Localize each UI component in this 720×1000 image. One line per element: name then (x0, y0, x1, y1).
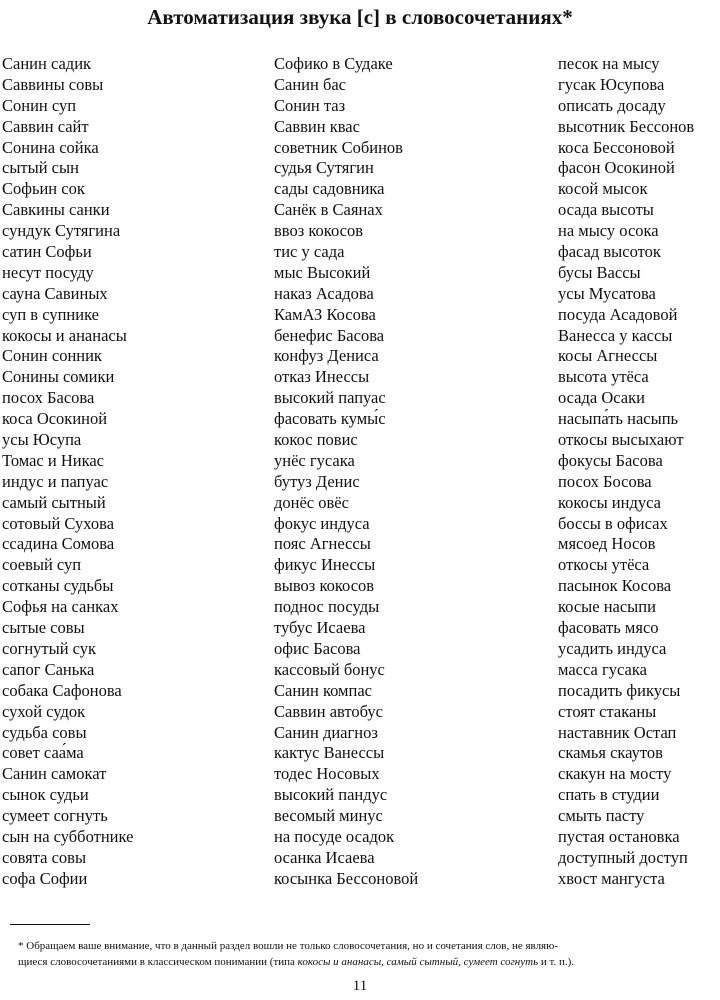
footnote-separator: , (381, 956, 387, 968)
word-combination: косы Агнессы (558, 346, 658, 366)
word-combination: пустая остановка (558, 826, 680, 846)
word-combination: Софьин сок (2, 179, 85, 199)
word-column-3 (558, 54, 694, 890)
word-combination: на посуде осадок (274, 826, 395, 846)
word-combination: осада Осаки (558, 388, 645, 408)
word-combination: осанка Исаева (274, 847, 375, 867)
page-title: Автоматизация звука [с] в словосочетаниях* (147, 5, 573, 29)
word-combination: скакун на мосту (558, 764, 672, 784)
word-combination: суп в супнике (2, 304, 100, 324)
word-combination: пояс Агнессы (274, 534, 371, 554)
word-combination: спать в студии (558, 785, 660, 805)
footnote-example-1: кокосы и ананасы (297, 956, 382, 968)
word-combination: ввоз кокосов (274, 221, 363, 241)
word-combination: бутуз Денис (274, 471, 360, 491)
word-combination: сотовый Сухова (2, 513, 115, 533)
word-combination: усы Юсупа (2, 430, 82, 450)
word-combination: Санин диагноз (274, 722, 378, 742)
footnote-separator: , (458, 956, 464, 968)
word-combination: Сонин сонник (2, 346, 102, 366)
word-combination: бенефис Басова (274, 325, 385, 345)
word-combination: хвост мангуста (558, 868, 665, 888)
word-combination: самый сытный (2, 492, 106, 512)
word-combination: фасовать кумы́с (274, 409, 386, 429)
word-combination: Санёк в Саянах (274, 200, 383, 220)
word-combination: ссадина Сомова (2, 534, 115, 554)
word-combination: пасынок Косова (558, 576, 672, 596)
word-combination: отказ Инессы (274, 367, 370, 387)
word-combination: сатин Софьи (2, 242, 92, 262)
word-combination: описать досаду (558, 95, 666, 115)
footnote-example-2: самый сытный (386, 956, 459, 968)
word-combination: наказ Асадова (274, 283, 374, 303)
word-combination: кассовый бонус (274, 659, 385, 679)
word-combination: фикус Инессы (274, 555, 376, 575)
word-combination: Ванесса у кассы (558, 325, 673, 345)
word-combination: сын на субботнике (2, 826, 134, 846)
word-combination: доступный доступ (558, 847, 688, 867)
word-combination: Сонина сойка (2, 137, 99, 157)
word-combination: сынок судьи (2, 785, 89, 805)
word-combination: Санин садик (2, 54, 92, 73)
word-combination: индус и папуас (2, 471, 109, 491)
word-combination: КамАЗ Косова (274, 304, 376, 324)
word-combination: Сонин суп (2, 95, 77, 115)
word-combination: косой мысок (558, 179, 648, 199)
page-number: 11 (352, 978, 368, 994)
word-combination: высота утёса (558, 367, 649, 387)
word-combination: вывоз кокосов (274, 576, 375, 596)
word-combination: Саввин автобус (274, 701, 383, 721)
footnote-divider (10, 924, 90, 925)
word-combination: стоят стаканы (558, 701, 657, 721)
word-combination: судья Сутягин (274, 158, 374, 178)
footnote-example-3: сумеет согнуть (463, 956, 539, 968)
word-combination: согнутый сук (2, 638, 97, 658)
word-combination: кокосы индуса (558, 492, 661, 512)
word-combination: Саввины совы (2, 74, 104, 94)
word-combination: масса гусака (558, 659, 647, 679)
word-combination: насыпа́ть насыпь (558, 409, 679, 429)
word-combination: посадить фикусы (558, 680, 681, 700)
word-combination: кактус Ванессы (274, 743, 385, 763)
word-combination: откосы высыхают (558, 430, 684, 450)
word-combination: Санин бас (274, 74, 346, 94)
word-combination: боссы в офисах (558, 513, 668, 533)
word-combination: посох Басова (2, 388, 95, 408)
word-combination: высотник Бессонов (558, 116, 695, 136)
footnote-line-1: * Обращаем ваше внимание, что в данный раздел вошли не только словосочетания, но и сочетания слов, не являю- (18, 940, 558, 952)
word-combination: Софья на санках (2, 597, 119, 617)
word-combination: Сонин таз (274, 95, 346, 115)
word-combination: мыс Высокий (274, 262, 371, 282)
word-combination: конфуз Дениса (274, 346, 379, 366)
word-combination: Санин компас (274, 680, 372, 700)
word-combination: соевый суп (2, 555, 82, 575)
word-combination: сумеет согнуть (2, 806, 108, 826)
word-combination: откосы утёса (558, 555, 650, 575)
word-combination: софа Софии (2, 868, 88, 888)
word-combination: сауна Савиных (2, 283, 108, 303)
footnote-ending: и т. п.). (538, 956, 575, 968)
word-combination: сотканы судьбы (2, 576, 114, 596)
word-combination: косые насыпи (558, 597, 656, 617)
word-combination: Савкины санки (2, 200, 110, 220)
footnote (18, 938, 718, 970)
word-combination: посох Босова (558, 471, 652, 491)
word-combination: скамья скаутов (558, 743, 663, 763)
word-combination: поднос посуды (274, 597, 380, 617)
word-combination: кокос повис (274, 430, 358, 450)
word-combination: фокусы Басова (558, 450, 663, 470)
word-combination: наставник Остап (558, 722, 677, 742)
word-combination: несут посуду (2, 262, 94, 282)
word-combination: Томас и Никас (2, 450, 104, 470)
word-combination: на мысу осока (558, 221, 659, 241)
word-combination: собака Сафонова (2, 680, 122, 700)
word-column-2 (274, 54, 418, 890)
word-combination: Саввин квас (274, 116, 360, 136)
word-combination: фасон Осокиной (558, 158, 675, 178)
word-combination: Саввин сайт (2, 116, 89, 136)
word-combination: судьба совы (2, 722, 87, 742)
word-combination: советник Собинов (274, 137, 403, 157)
word-combination: сапог Санька (2, 659, 95, 679)
word-combination: донёс овёс (274, 492, 349, 512)
word-combination: весомый минус (274, 806, 383, 826)
word-combination: кокосы и ананасы (2, 325, 127, 345)
word-combination: тис у сада (274, 242, 345, 262)
footnote-line-2: щиеся словосочетаниями в классическом понимании (типа (18, 956, 298, 968)
word-combination: тубус Исаева (274, 618, 366, 638)
word-combination: смыть пасту (558, 806, 645, 826)
word-combination: гусак Юсупова (558, 74, 665, 94)
word-combination: косынка Бессоновой (274, 868, 419, 888)
word-combination: Санин самокат (2, 764, 107, 784)
word-combination: мясоед Носов (558, 534, 656, 554)
word-combination: песок на мысу (558, 54, 660, 73)
word-column-1 (2, 54, 133, 890)
word-combination: фокус индуса (274, 513, 370, 533)
word-combination: совет саа́ма (2, 743, 84, 763)
word-combination: высокий пандус (274, 785, 388, 805)
word-combination: Софико в Судаке (274, 54, 393, 73)
word-combination: совята совы (2, 847, 87, 867)
word-combination: усы Мусатова (558, 283, 656, 303)
word-combination: бусы Вассы (558, 262, 641, 282)
word-combination: осада высоты (558, 200, 654, 220)
word-combination: унёс гусака (274, 450, 355, 470)
word-combination: коса Бессоновой (558, 137, 675, 157)
word-combination: тодес Носовых (274, 764, 380, 784)
word-combination: сады садовника (274, 179, 385, 199)
word-combination: сытые совы (2, 618, 85, 638)
word-combination: сытый сын (2, 158, 79, 178)
word-combination: фасовать мясо (558, 618, 659, 638)
word-combination: усадить индуса (558, 638, 667, 658)
word-combination: офис Басова (274, 638, 361, 658)
word-combination: фасад высоток (558, 242, 661, 262)
word-combination: посуда Асадовой (558, 304, 678, 324)
word-combination: Сонины сомики (2, 367, 115, 387)
word-combination: коса Осокиной (2, 409, 108, 429)
word-combination: сундук Сутягина (2, 221, 121, 241)
word-combination: сухой судок (2, 701, 86, 721)
word-combination: высокий папуас (274, 388, 386, 408)
